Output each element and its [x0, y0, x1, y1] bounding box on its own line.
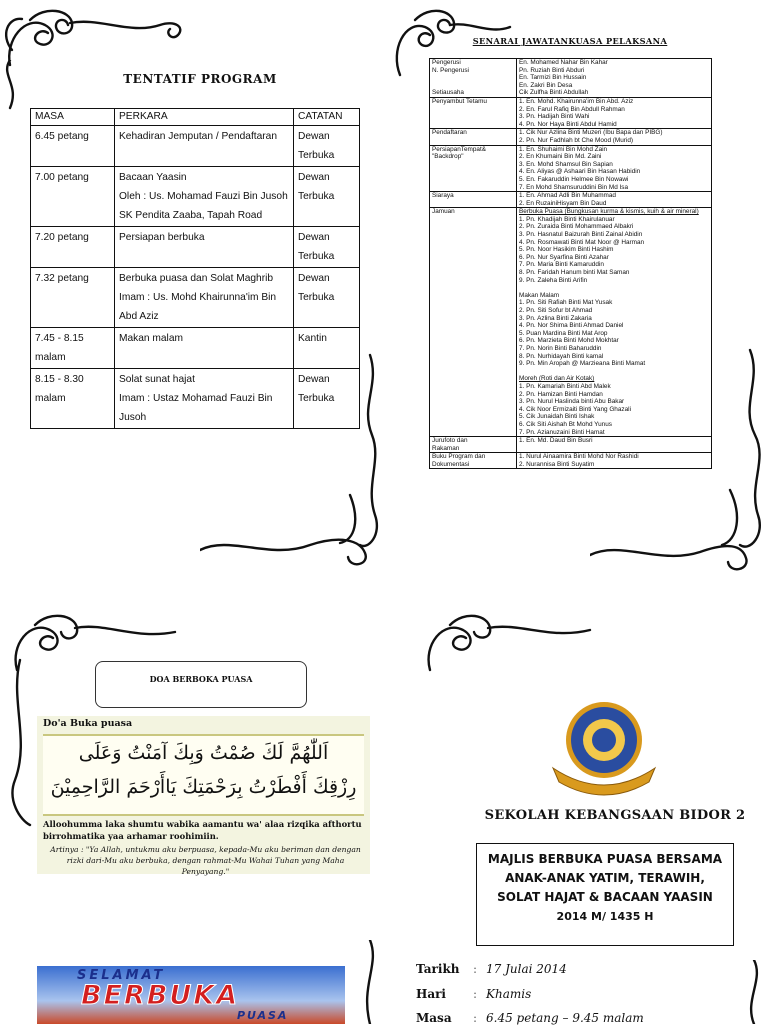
perkara-line: Persiapan berbuka	[119, 232, 205, 243]
selamat-berbuka-banner	[37, 966, 345, 1024]
banner-line-1: SELAMAT	[77, 968, 166, 983]
doa-panel	[37, 716, 370, 874]
perkara-line: Bacaan Yaasin	[119, 172, 187, 183]
committee-member: 7. Pn. Azianuzaini Binti Hamat	[519, 428, 605, 436]
event-line-2: ANAK-ANAK YATIM, TERAWIH,	[505, 871, 705, 885]
committee-member: 7. Pn. Maria Binti Kamaruddin	[519, 261, 604, 269]
committee-member: 8. Pn. Faridah Hanum binti Mat Saman	[519, 269, 630, 277]
committee-member: 1. En. Md. Daud Bin Busri	[519, 437, 593, 445]
committee-row	[430, 59, 712, 98]
program-masa: 8.15 - 8.30 malam	[31, 369, 115, 429]
committee-row	[430, 129, 712, 145]
committee-row	[430, 97, 712, 128]
program-header-row	[31, 109, 360, 126]
committee-member: 2. En RuzainiHisyam Bin Daud	[519, 199, 607, 207]
program-row	[31, 227, 360, 268]
program-row	[31, 268, 360, 328]
committee-member: 3. Pn. Hasnatul Baizurah Binti Zainal Abidin	[519, 231, 643, 239]
committee-member: 8. Pn. Nurhidayah Binti kamal	[519, 352, 604, 360]
banner-line-2: BERBUKA	[81, 980, 240, 1011]
committee-member: 5. Cik Junaidah Binti Ishak	[519, 413, 595, 421]
perkara-line: Solat sunat hajat	[119, 374, 195, 385]
committee-members	[517, 97, 712, 128]
committee-role: Buku Program dan Dokumentasi	[430, 453, 517, 469]
detail-label: Hari	[416, 987, 446, 1001]
committee-members	[517, 145, 712, 192]
committee-member: 1. Pn. Siti Rafiah Binti Mat Yusak	[519, 299, 613, 307]
program-masa: 7.32 petang	[31, 268, 115, 328]
committee-member: 2. En. Farul Rafiq Bin Abdull Rahman	[519, 105, 625, 113]
doa-transliteration: Alloohumma laka shumtu wabika aamantu wa' alaa rizqika afthortu birrohmatika yaa arhamar roohimiin.	[43, 819, 362, 841]
committee-member: 5. Pn. Noor Hasikim Binti Hashim	[519, 246, 614, 254]
detail-separator: :	[473, 1011, 478, 1025]
program-catatan: Kantin	[294, 328, 360, 369]
detail-value: 17 Julai 2014	[486, 962, 567, 976]
committee-title: SENARAI JAWATANKUASA PELAKSANA	[472, 36, 668, 46]
committee-member: 6. Cik Siti Aishah Bt Mohd Yunus	[519, 420, 612, 428]
detail-label: Tarikh	[416, 962, 460, 976]
committee-member: 1. En. Mohd. Khairunna'im Bin Abd. Aziz	[519, 97, 634, 105]
committee-member: Berbuka Puasa (Bungkusan kurma & kismis, kuih & air mineral)	[519, 208, 699, 216]
doa-heading: Do'a Buka puasa	[43, 718, 133, 729]
committee-member: 2. En Khumaini Bin Md. Zaini	[519, 153, 602, 161]
committee-member: 4. Pn. Rosmawati Binti Mat Noor @ Harman	[519, 238, 645, 246]
doa-arabic-text	[43, 734, 364, 816]
committee-member: En. Mohamed Nahar Bin Kahar	[519, 59, 608, 66]
perkara-line: Berbuka puasa dan Solat Maghrib	[119, 273, 274, 284]
program-catatan: Dewan Terbuka	[294, 126, 360, 167]
program-row	[31, 167, 360, 227]
ornament-top-left	[0, 5, 200, 75]
program-table	[30, 108, 360, 429]
program-catatan: Dewan Terbuka	[294, 167, 360, 227]
committee-member: 3. Pn. Nurul Haslinda binti Abu Bakar	[519, 398, 625, 406]
program-masa: 7.00 petang	[31, 167, 115, 227]
perkara-line: Kehadiran Jemputan / Pendaftaran	[119, 131, 278, 142]
committee-member: 7. Pn. Norin Binti Baharuddin	[519, 344, 602, 352]
committee-member: 5. En. Fakaruddin Helmee Bin Nowawi	[519, 175, 629, 183]
ornament-bottom-scroll-right	[740, 960, 768, 1024]
committee-members	[517, 453, 712, 469]
detail-value: Khamis	[486, 987, 532, 1001]
program-row	[31, 369, 360, 429]
committee-role: Jurufoto dan Rakaman	[430, 437, 517, 453]
program-perkara	[115, 328, 294, 369]
committee-member: 5. Puan Mardina Binti Mat Arop	[519, 329, 608, 337]
committee-members	[517, 59, 712, 98]
perkara-line: Imam : Us. Mohd Khairunna'im Bin Abd Aziz	[119, 292, 277, 322]
event-year: 2014 M/ 1435 H	[556, 910, 654, 923]
perkara-line: Imam : Ustaz Mohamad Fauzi Bin Jusoh	[119, 393, 273, 423]
program-row	[31, 126, 360, 167]
committee-row	[430, 208, 712, 437]
header-catatan: CATATAN	[294, 109, 360, 126]
committee-member: Cik Zulfha Binti Abdullah	[519, 89, 589, 97]
program-masa: 7.20 petang	[31, 227, 115, 268]
event-line-1: MAJLIS BERBUKA PUASA BERSAMA	[487, 852, 723, 866]
committee-member: 1. En. Ahmad Adli Bin Muhammad	[519, 192, 616, 200]
committee-member: 1. Nurul Ainaamira Binti Mohd Nor Rashidi	[519, 453, 639, 461]
committee-member: Moreh (Roti dan Air Kotak)	[519, 375, 595, 383]
committee-table	[429, 58, 712, 469]
program-perkara	[115, 369, 294, 429]
committee-member: 6. Pn. Nur Syarfina Binti Azahar	[519, 253, 609, 261]
program-title: TENTATIF PROGRAM	[123, 72, 277, 86]
ornament-bottom-scroll-left	[355, 940, 385, 1024]
committee-role: PersiapanTempat& "Backdrop"	[430, 145, 517, 192]
perkara-line: SK Pendita Zaaba, Tapah Road	[119, 210, 263, 221]
committee-member: 2. Pn. Zuraida Binti Mohammaed Albakri	[519, 223, 634, 231]
committee-role: Pendaftaran	[430, 129, 517, 145]
committee-member	[519, 368, 709, 376]
committee-member: 7. En Mohd Shamsuruddini Bin Md Isa	[519, 183, 629, 191]
detail-label: Masa	[416, 1011, 452, 1025]
program-catatan: Dewan Terbuka	[294, 369, 360, 429]
committee-row	[430, 453, 712, 469]
program-perkara	[115, 126, 294, 167]
committee-role: Jamuan	[430, 208, 517, 437]
banner-line-3: PUASA	[237, 1009, 289, 1022]
committee-member: 1. En. Shuhaimi Bin Mohd Zain	[519, 145, 608, 153]
committee-role: Penyambut Tetamu	[430, 97, 517, 128]
perkara-line: Oleh : Us. Mohamad Fauzi Bin Jusoh	[119, 191, 288, 202]
committee-member: 2. Nurannisa Binti Suyatim	[519, 460, 595, 468]
committee-row	[430, 437, 712, 453]
doa-arabic-line-1: اَللّٰهُمَّ لَكَ صُمْتُ وَبِكَ آمَنْتُ وَعَلَى	[78, 742, 329, 764]
committee-member: 2. Pn. Hamizan Binti Hamdan	[519, 390, 603, 398]
committee-member: En. Zakri Bin Desa	[519, 81, 573, 89]
committee-member: Makan Malam	[519, 291, 560, 299]
doa-title-box: DOA BERBOKA PUASA	[95, 661, 307, 708]
program-masa: 6.45 petang	[31, 126, 115, 167]
program-perkara	[115, 227, 294, 268]
school-logo	[545, 700, 663, 800]
committee-member: 3. Pn. Azlina Binti Zakaria	[519, 314, 592, 322]
ornament-mid-right	[420, 610, 600, 680]
committee-row	[430, 145, 712, 192]
event-title-box	[476, 843, 734, 946]
committee-member: 9. Pn. Zaleha Binti Arifin	[519, 276, 588, 284]
program-masa: 7.45 - 8.15 malam	[31, 328, 115, 369]
committee-member: 3. Pn. Hadijah Binti Wahi	[519, 113, 590, 121]
school-name: SEKOLAH KEBANGSAAN BIDOR 2	[484, 808, 746, 823]
program-catatan: Dewan Terbuka	[294, 227, 360, 268]
header-masa: MASA	[31, 109, 115, 126]
doa-meaning: Artinya : "Ya Allah, untukmu aku berpuasa, kepada-Mu aku beriman dan dengan rizki dari-Mu aku berbuka, dengan rahmat-Mu Wahai Tuhan yang Maha Penyayang."	[50, 845, 361, 876]
committee-members	[517, 129, 712, 145]
committee-member: 4. Pn. Nor Shima Binti Ahmad Daniel	[519, 322, 624, 330]
program-perkara	[115, 167, 294, 227]
committee-member: 4. Pn. Nor Haya Binti Abdul Hamid	[519, 120, 617, 128]
event-line-3: SOLAT HAJAT & BACAAN YAASIN	[497, 890, 713, 904]
committee-member: 6. Pn. Marzieta Binti Mohd Mokhtar	[519, 337, 619, 345]
committee-member: 1. Pn. Kamariah Binti Abd Malek	[519, 382, 611, 390]
doa-arabic-line-2: رِزْقِكَ أَفْطَرْتُ بِرَحْمَتِكَ يَاأَرْحَمَ الرَّاحِمِيْنَ	[50, 776, 357, 798]
committee-member: En. Tarmizi Bin Hussain	[519, 74, 587, 82]
header-perkara: PERKARA	[115, 109, 294, 126]
committee-member	[519, 284, 709, 292]
ornament-left-scroll	[0, 60, 30, 110]
committee-member: 2. Pn. Siti Sofur bt Ahmad	[519, 307, 593, 314]
committee-members	[517, 208, 712, 437]
committee-member: 1. Pn. Khadijah Binti Khairulanuar	[519, 215, 615, 223]
committee-row	[430, 192, 712, 208]
committee-member: 4. En. Aliyas @ Ashaari Bin Hasan Habidin	[519, 168, 641, 176]
program-row	[31, 328, 360, 369]
detail-separator: :	[473, 962, 478, 976]
perkara-line: Makan malam	[119, 333, 183, 344]
committee-member: 4. Cik Noor Ermizaiti Binti Yang Ghazali	[519, 405, 631, 413]
committee-member: 3. En. Mohd Shamsul Bin Sapian	[519, 160, 613, 168]
committee-member: 9. Pn. Min Aropah @ Marzieana Binti Mamat	[519, 360, 646, 368]
detail-separator: :	[473, 987, 478, 1001]
program-perkara	[115, 268, 294, 328]
program-catatan: Dewan Terbuka	[294, 268, 360, 328]
detail-value: 6.45 petang – 9.45 malam	[486, 1011, 644, 1025]
committee-role: Pengerusi N. Pengerusi Setiausaha	[430, 59, 517, 98]
committee-member: 1. Cik Nur Azlina Binti Muzeri (Ibu Bapa dan PIBG)	[519, 129, 663, 137]
committee-members	[517, 437, 712, 453]
committee-member: Pn. Ruziah Binti Abduri	[519, 66, 585, 74]
committee-member: 2. Pn. Nur Fadhlah bt Che Mood (Murid)	[519, 136, 634, 144]
committee-role: Siaraya	[430, 192, 517, 208]
committee-members	[517, 192, 712, 208]
